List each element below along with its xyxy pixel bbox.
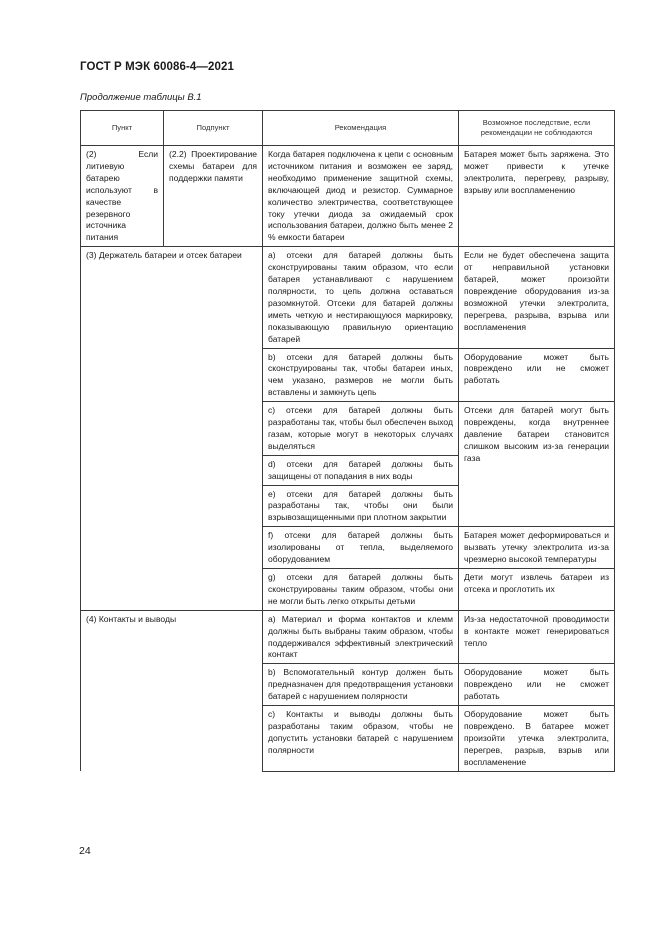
item-cell: (2) Если литиевую батарею используют в качестве резервного источника питания: [81, 146, 164, 247]
recommendation-cell: a) отсеки для батарей должны быть сконструированы таким образом, что если батарея устанавливают с нарушением полярности, то цепь должна оставаться разомкнутой. Отсеки для батарей должны иметь четкую и нестирающуюся маркировку, показывающую правильную ориентацию батарей: [263, 247, 459, 348]
recommendations-table: [80, 110, 615, 772]
item-cell: (3) Держатель батареи и отсек батареи: [81, 247, 263, 610]
recommendation-cell: a) Материал и форма контактов и клемм должны быть выбраны таким образом, чтобы поддерживался эффективный электрический контакт: [263, 610, 459, 664]
table-caption: Продолжение таблицы В.1: [80, 92, 202, 103]
consequence-cell: Оборудование может быть повреждено или не сможет работать: [459, 664, 615, 706]
subitem-cell: (2.2) Проектирование схемы батареи для поддержки памяти: [164, 146, 263, 247]
item-cell: (4) Контакты и выводы: [81, 610, 263, 771]
document-header: ГОСТ Р МЭК 60086-4—2021: [80, 61, 234, 73]
recommendation-cell: c) Контакты и выводы должны быть разработаны таким образом, чтобы не допустить установки батарей с нарушением полярности: [263, 706, 459, 772]
recommendation-cell: b) Вспомогательный контур должен быть предназначен для предотвращения установки батарей с нарушением полярности: [263, 664, 459, 706]
recommendation-cell: b) отсеки для батарей должны быть сконструированы так, чтобы батареи иных, чем указано, размеров не могли быть вставлены и замкнуть цепь: [263, 348, 459, 402]
consequence-cell: Из-за недостаточной проводимости в контакте может генерироваться тепло: [459, 610, 615, 664]
table-header-row: [81, 111, 615, 146]
consequence-cell: Отсеки для батарей могут быть повреждены, когда внутреннее давление батареи становится слишком высоким из-за генерации газа: [459, 402, 615, 527]
column-header: Возможное последствие, если рекомендации не соблюдаются: [459, 111, 615, 146]
column-header: Рекомендация: [263, 111, 459, 146]
table-row: [81, 146, 615, 247]
recommendation-cell: f) отсеки для батарей должны быть изолированы от тепла, выделяемого оборудованием: [263, 527, 459, 569]
table-row: [81, 610, 615, 664]
column-header: Подпункт: [164, 111, 263, 146]
column-header: Пункт: [81, 111, 164, 146]
recommendation-cell: d) отсеки для батарей должны быть защищены от попадания в них воды: [263, 455, 459, 485]
table-row: [81, 247, 615, 348]
recommendation-cell: g) отсеки для батарей должны быть сконструированы таким образом, чтобы они не могли быть легко открыты детьми: [263, 569, 459, 611]
consequence-cell: Оборудование может быть повреждено. В батарее может произойти утечка электролита, перегрев, разрыв, взрыв или воспламенение: [459, 706, 615, 772]
recommendation-cell: Когда батарея подключена к цепи с основным источником питания и возможен ее заряд, необходимо применение защитной схемы, включающей диод и резистор. Суммарное количество электричества, соответствующее току утечки диода за ожидаемый срок использования батареи, должно быть менее 2 % емкости батареи: [263, 146, 459, 247]
consequence-cell: Оборудование может быть повреждено или не сможет работать: [459, 348, 615, 402]
page-number: 24: [79, 845, 91, 857]
consequence-cell: Батарея может деформироваться и вызвать утечку электролита из-за чрезмерно высокой температуры: [459, 527, 615, 569]
recommendation-cell: c) отсеки для батарей должны быть разработаны так, чтобы был обеспечен выход газам, которые могут в некоторых случаях выделяться: [263, 402, 459, 456]
consequence-cell: Дети могут извлечь батареи из отсека и проглотить их: [459, 569, 615, 611]
recommendation-cell: e) отсеки для батарей должны быть разработаны так, чтобы они были взрывозащищенными при плотном закрытии: [263, 485, 459, 527]
consequence-cell: Если не будет обеспечена защита от неправильной установки батарей, может произойти повреждение оборудования из-за возможной утечки электролита, перегрева, разрыва, взрыва или воспламенения: [459, 247, 615, 348]
consequence-cell: Батарея может быть заряжена. Это может привести к утечке электролита, перегреву, разрыву, взрыву или воспламенению: [459, 146, 615, 247]
